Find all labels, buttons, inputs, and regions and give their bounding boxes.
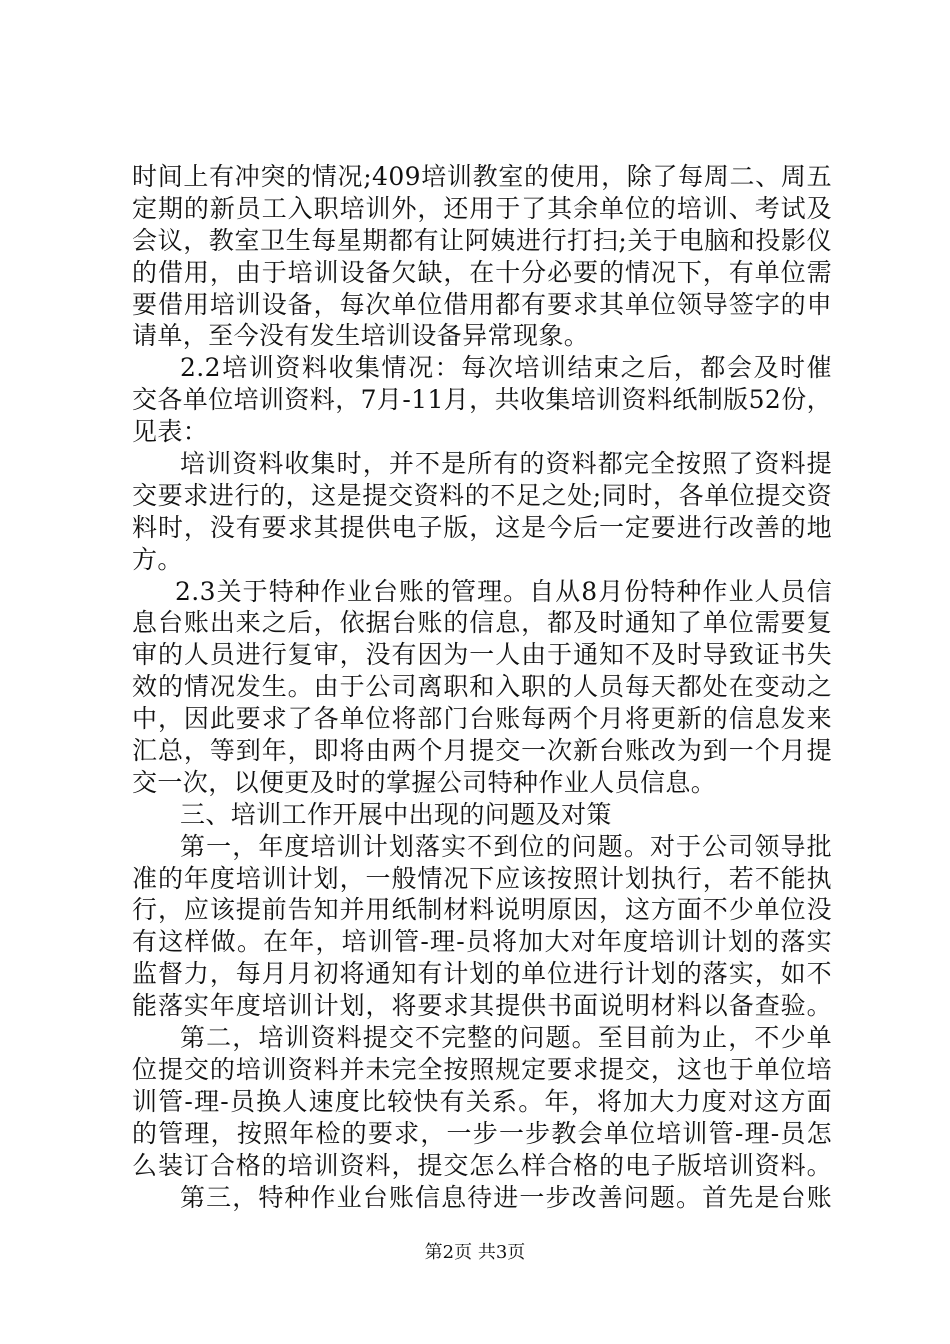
page-number-footer: 第2页 共3页: [424, 1242, 526, 1263]
text-line: 第三，特种作业台账信息待进一步改善问题。首先是台账: [180, 1182, 832, 1212]
paragraph-2-2-heading: 2.2培训资料收集情况：每次培训结束之后，都会及时催: [180, 353, 832, 383]
text-line: 审的人员进行复审，没有因为一人由于通知不及时导致证书失: [132, 640, 832, 670]
text-line: 汇总，等到年，即将由两个月提交一次新台账改为到一个月提: [132, 736, 832, 766]
text-line: 么装订合格的培训资料，提交怎么样合格的电子版培训资料。: [132, 1150, 832, 1180]
text-line: 训管-理-员换人速度比较快有关系。年，将加大力度对这方面: [132, 1086, 832, 1116]
text-line: 交各单位培训资料，7月-11月，共收集培训资料纸制版52份，: [132, 385, 832, 415]
text-line: 的管理，按照年检的要求，一步一步教会单位培训管-理-员怎: [132, 1118, 832, 1148]
text-line: 有这样做。在年，培训管-理-员将加大对年度培训计划的落实: [132, 927, 832, 957]
text-line: 效的情况发生。由于公司离职和入职的人员每天都处在变动之: [132, 672, 832, 702]
text-line: 行，应该提前告知并用纸制材料说明原因，这方面不少单位没: [132, 895, 832, 925]
section-three-heading: 三、培训工作开展中出现的问题及对策: [180, 799, 612, 829]
text-line: 的借用，由于培训设备欠缺，在十分必要的情况下，有单位需: [132, 257, 832, 287]
text-line: 中，因此要求了各单位将部门台账每两个月将更新的信息发来: [132, 704, 832, 734]
text-line: 培训资料收集时，并不是所有的资料都完全按照了资料提: [180, 449, 832, 479]
paragraph-2-3-heading: 2.3关于特种作业台账的管理。自从8月份特种作业人员信: [175, 576, 832, 606]
text-line: 见表：: [132, 417, 209, 447]
text-line: 位提交的培训资料并未完全按照规定要求提交，这也于单位培: [132, 1054, 832, 1084]
text-line: 交一次，以便更及时的掌握公司特种作业人员信息。: [132, 767, 717, 797]
text-line: 准的年度培训计划，一般情况下应该按照计划执行，若不能执: [132, 863, 832, 893]
text-line: 监督力，每月月初将通知有计划的单位进行计划的落实，如不: [132, 959, 832, 989]
text-line: 方。: [132, 544, 183, 574]
text-line: 能落实年度培训计划，将要求其提供书面说明材料以备查验。: [132, 991, 832, 1021]
text-line: 请单，至今没有发生培训设备异常现象。: [132, 321, 590, 351]
text-line: 料时，没有要求其提供电子版，这是今后一定要进行改善的地: [132, 512, 832, 542]
text-line: 息台账出来之后，依据台账的信息，都及时通知了单位需要复: [132, 608, 832, 638]
text-line: 时间上有冲突的情况;409培训教室的使用，除了每周二、周五: [132, 162, 832, 191]
document-body: [132, 161, 832, 1213]
text-line: 会议，教室卫生每星期都有让阿姨进行打扫;关于电脑和投影仪: [132, 225, 832, 255]
text-line: 第一，年度培训计划落实不到位的问题。对于公司领导批: [180, 831, 832, 861]
text-line: 要借用培训设备，每次单位借用都有要求其单位领导签字的申: [132, 289, 832, 319]
text-line: 交要求进行的，这是提交资料的不足之处;同时，各单位提交资: [132, 480, 832, 510]
text-line: 定期的新员工入职培训外，还用于了其余单位的培训、考试及: [132, 193, 832, 223]
text-line: 第二，培训资料提交不完整的问题。至目前为止，不少单: [180, 1023, 832, 1053]
